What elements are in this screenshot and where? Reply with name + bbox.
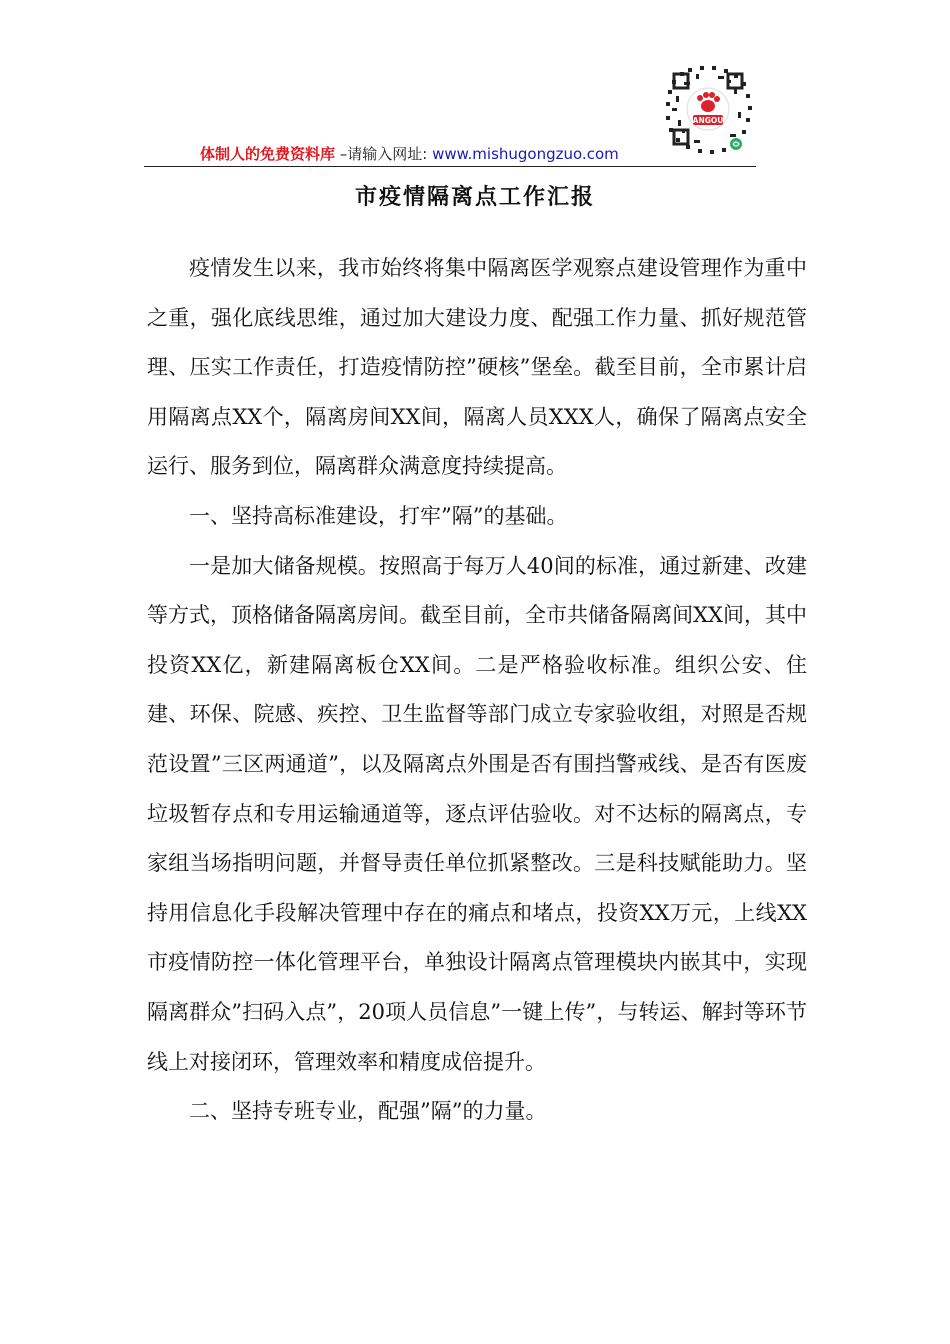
document-body [147,244,807,1137]
mini-program-icon [730,138,742,150]
qr-badge-text: ANGOU [692,116,724,125]
header-url-link[interactable]: www.mishugongzuo.com [432,145,619,163]
paragraph-section-1: 一是加大储备规模。按照高于每万人40间的标准，通过新建、改建等方式，顶格储备隔离房间。截至目前，全市共储备隔离间XX间，其中投资XX亿，新建隔离板仓XX间。二是严格验收标准。组织公安、住建、环保、院感、疾控、卫生监督等部门成立专家验收组，对照是否规范设置”三区两通道”，以及隔离点外围是否有围挡警戒线、是否有医废垃圾暂存点和专用运输通道等，逐点评估验收。对不达标的隔离点，专家组当场指明问题，并督导责任单位抓紧整改。三是科技赋能助力。坚持用信息化手段解决管理中存在的痛点和堵点，投资XX万元，上线XX市疫情防控一体化管理平台，单独设计隔离点管理模块内嵌其中，实现隔离群众”扫码入点”，20项人员信息”一键上传”，与转运、解封等环节线上对接闭环，管理效率和精度成倍提升。 [147,553,807,1074]
page-title: 市疫情隔离点工作汇报 [354,185,595,210]
header-brand: 体制人的免费资料库 [200,145,336,163]
section-heading-1: 一、坚持高标准建设，打牢”隔”的基础。 [189,503,568,528]
header-banner [200,144,619,164]
section-heading-2: 二、坚持专班专业，配强”隔”的力量。 [189,1099,547,1124]
paragraph-intro: 疫情发生以来，我市始终将集中隔离医学观察点建设管理作为重中之重，强化底线思维，通过加大建设力度、配强工作力量、抓好规范管理、压实工作责任，打造疫情防控”硬核”堡垒。截至目前，全市累计启用隔离点XX个，隔离房间XX间，隔离人员XXX人，确保了隔离点安全运行、服务到位，隔离群众满意度持续提高。 [147,256,807,479]
header-separator: –请输入网址: [335,145,433,163]
page-header [144,60,754,170]
mini-program-qr-code[interactable] [658,60,758,160]
header-divider [144,166,756,167]
